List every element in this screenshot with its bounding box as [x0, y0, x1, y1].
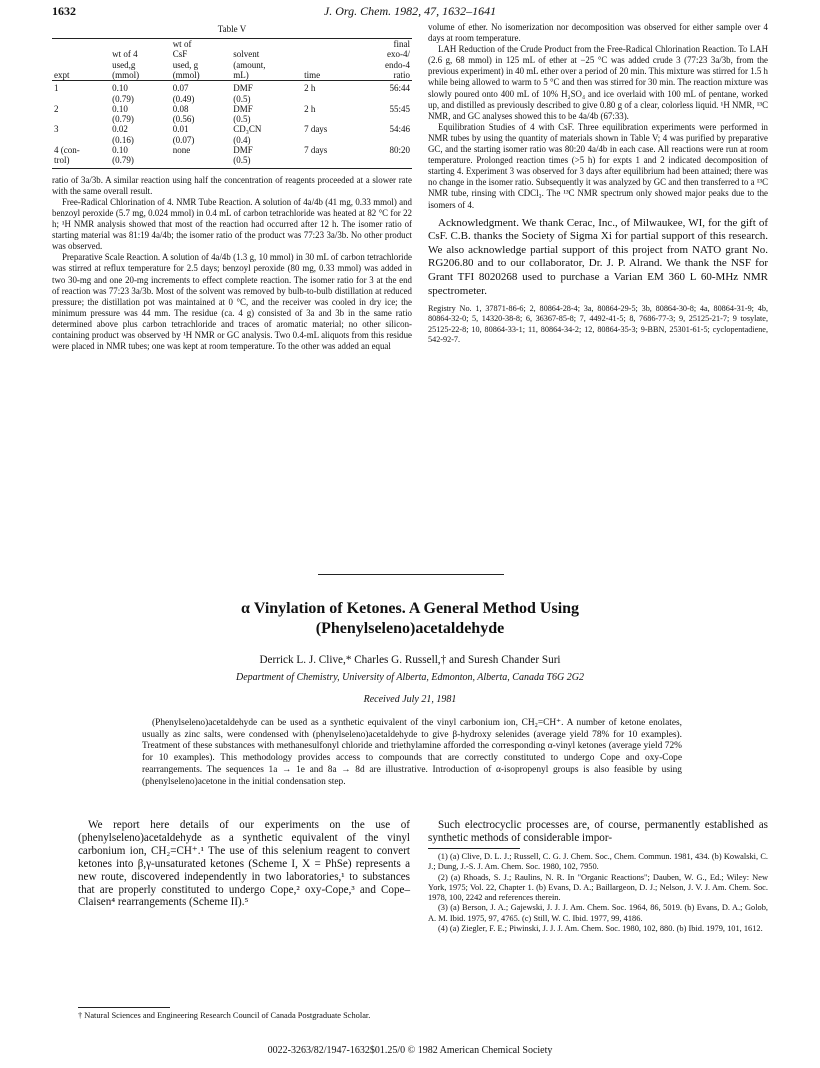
authors: Derrick L. J. Clive,* Charles G. Russell,† and Suresh Chander Suri [259, 654, 561, 666]
cell-ratio: 80:20 [355, 145, 412, 168]
cell-csf [171, 124, 232, 145]
cell-csf [171, 145, 232, 168]
cell-line: (amount, [233, 59, 266, 70]
table-row [52, 124, 412, 145]
registry-numbers: Registry No. 1, 37871-86-6; 2, 80864-28-4; 3a, 80864-29-5; 3b, 80864-30-8; 4a, 80864-31-9; 4b, 80864-32-0; 5, 14320-38-8; 6, 36367-85-8; 7, 4492-41-5; 8, 7686-77-3; 9, 25125-21-7; 9 tosylate, 25125-22-8; 10, 80864-33-1; 11, 80864-34-2; 12, 80864-35-3; 9-BBN, 25301-61-5; cyclopentadiene, 542-92-7. [428, 304, 768, 344]
cell-line: (0.79) [112, 155, 134, 166]
column-header [110, 39, 171, 81]
body-continuation: Such electrocyclic processes are, of course, permanently established as synthetic methods of considerable impor- [428, 819, 768, 844]
cell-line: (0.79) [112, 93, 134, 104]
cell-line: solvent [233, 49, 260, 60]
table-v [52, 38, 412, 169]
cell-line: DMF [233, 83, 253, 94]
cell-line: (0.49) [172, 93, 195, 104]
column-header [302, 39, 355, 81]
title-line-2: (Phenylseleno)acetaldehyde [315, 619, 505, 637]
paragraph: volume of ether. No isomerization nor decomposition was observed for either sample over 4 days at room temperature. [428, 22, 768, 44]
cell-line: 0.10 [112, 103, 128, 114]
cell-line: expt [54, 69, 70, 80]
cell-line: endo-4 [385, 59, 410, 70]
cell-time: 7 days [304, 124, 328, 135]
paragraph: Free-Radical Chlorination of 4. NMR Tube Reaction. A solution of 4a/4b (41 mg, 0.33 mmol) and benzoyl peroxide (5.7 mg, 0.024 mmol) in 0.4 mL of carbon tetrachloride was heated at 82 °C for 22 h; ¹H NMR analysis showed that most of the reaction had occurred after 12 h. The isomer ratio of starting material was 81:19 4a/4b; the isomer ratio of the product was 77:23 3a/3b. No other product was observed. [52, 196, 412, 252]
cell-wt4 [110, 81, 171, 104]
cell-line: (mmol) [112, 69, 140, 80]
cell-line: exo-4/ [387, 49, 410, 60]
left-column-top [52, 22, 412, 352]
author-footnote: † Natural Sciences and Engineering Research Council of Canada Postgraduate Scholar. [78, 1011, 371, 1020]
cell-wt4 [110, 124, 171, 145]
cell-line: CsF [172, 49, 188, 60]
paragraph: Equilibration Studies of 4 with CsF. Three equilibration experiments were performed in NMR tubes by using the quantity of materials shown in Table V; 4 was purified by preparative GC, and the starting isomer ratio was 80:20 4a/4b in each case. All reactions were run at room temperature. Prolonged reaction times (>5 h) for expts 1 and 2 indicated decomposition of starting 4. Experiment 3 was observed for 3 days after equilibrium had been attained; there was no change in the isomer ratio. Subsequently it was analyzed by GC and then transferred to a ¹³C NMR tube, rinsing with CDCl₃. The ¹³C NMR spectrum only showed major peaks due to the isomers of 4. [428, 121, 769, 210]
cell-csf [171, 104, 232, 125]
cell-line: mL) [233, 69, 249, 80]
reference-item: (3) (a) Berson, J. A.; Gajewski, J. J. J. Am. Chem. Soc. 1964, 86, 5019. (b) Evans, D. A.; Golob, A. M. Ibid. 1975, 97, 4765. (c) Still, W. C. Ibid. 1977, 99, 4186. [428, 903, 768, 923]
cell-line: (0.56) [172, 114, 195, 125]
title-line-1: α Vinylation of Ketones. A General Method Using [240, 600, 580, 617]
cell-solvent [231, 104, 302, 125]
left-top-paragraphs [52, 175, 412, 353]
cell-solvent [231, 124, 302, 145]
cell-line: 0.07 [172, 83, 189, 94]
cell-time: 2 h [304, 83, 316, 94]
references-rule [428, 848, 520, 849]
cell-ratio: 54:46 [389, 124, 410, 135]
cell-line: 0.08 [172, 103, 189, 114]
cell-line: 0.02 [112, 124, 128, 135]
cell-line: (0.5) [233, 93, 251, 104]
cell-expt [52, 124, 110, 145]
column-header [355, 39, 412, 81]
paragraph: ratio of 3a/3b. A similar reaction using half the concentration of reagents proceeded at a slower rate with the same overall result. [52, 174, 412, 196]
cell-line: 0.10 [112, 83, 128, 94]
cell-line: (0.5) [233, 155, 251, 166]
cell-wt4 [110, 145, 171, 168]
cell-expt [52, 81, 110, 104]
cell-line: 3 [54, 124, 59, 135]
reference-item: (2) (a) Rhoads, S. J.; Raulins, N. R. In "Organic Reactions"; Dauben, W. G., Ed.; Wiley: New York, 1975; Vol. 22, Chapter 1. (b) Evans, D. A.; Baillargeon, D. J.; Nelson, J. V. J. Am. Chem. Soc. 1978, 100, 2242 and references therein. [428, 872, 768, 903]
table-header [52, 39, 412, 81]
table-header-row [52, 39, 412, 81]
left-column-body [78, 819, 410, 909]
cell-expt [52, 104, 110, 125]
affiliation: Department of Chemistry, University of Alberta, Edmonton, Alberta, Canada T6G 2G2 [236, 672, 584, 683]
references [428, 852, 768, 934]
acknowledgment: Acknowledgment. We thank Cerac, Inc., of Milwaukee, WI, for the gift of CsF. C.B. thanks the Society of Sigma Xi for partial support of this research. We also acknowledge partial support of this project from NATO grant No. RG206.80 and to our collaborator, Dr. J. P. Alrand. We thank the NSF for Grant TFI 8020268 used to purchase a Varian EM 360 L 60-MHz NMR spectrometer. [428, 216, 768, 297]
cell-line: (0.4) [233, 134, 251, 145]
right-column-top [428, 22, 768, 345]
cell-csf [171, 81, 232, 104]
cell-line: DMF [233, 103, 253, 114]
cell-line: 4 (con- [54, 145, 80, 156]
cell-line: 0.01 [172, 124, 189, 135]
cell-wt4 [110, 104, 171, 125]
cell-time: 7 days [302, 145, 355, 168]
page-number: 1632 [52, 4, 76, 18]
cell-line: CD₃CN [233, 124, 262, 135]
table-caption: Table V [217, 24, 247, 34]
cell-line: (0.16) [112, 134, 134, 145]
article-title [52, 599, 768, 638]
cell-ratio: 55:45 [389, 103, 410, 114]
paragraph: Preparative Scale Reaction. A solution of 4a/4b (1.3 g, 10 mmol) in 30 mL of carbon tetrachloride was stirred at reflux temperature for 2.5 days; benzoyl peroxide (80 mg, 0.33 mmol) was added in two 30-mg and one 20-mg increments to effect complete reaction. The isomer ratio for 3 at the end of reaction was 77:23 3a/3b. Most of the solvent was removed by bulb-to-bulb distillation at reduced pressure; the distillation pot was maintained at 0 °C, and the receiver was cooled in dry ice; the minimum pressure was 44 mm. The residue (ca. 4 g) consisted of 3a and 3b in the same ratio determined above plus carbon tetrachloride and traces of aromatic material; no other silicon-containing product was observed by ¹H NMR or GC analysis. Two 0.4-mL aliquots from this residue were placed in NMR tubes; one was kept at room temperature. To the other was added an equal [52, 252, 412, 352]
right-column-body [428, 819, 768, 845]
cell-ratio: 56:44 [389, 83, 410, 94]
cell-line: 1 [54, 83, 59, 94]
cell-solvent [231, 145, 302, 168]
cell-line: final [393, 39, 410, 50]
cell-line: 2 [54, 103, 59, 114]
table-body [52, 81, 412, 168]
reference-item: (4) (a) Ziegler, F. E.; Piwinski, J. J. J. Am. Chem. Soc. 1980, 102, 880. (b) Ibid. 1979, 101, 1612. [438, 924, 763, 934]
cell-line: (0.07) [172, 134, 195, 145]
table-row [52, 81, 412, 104]
cell-line: 0.10 [112, 145, 128, 156]
column-header [171, 39, 232, 81]
table-row [52, 104, 412, 125]
journal-citation: J. Org. Chem. 1982, 47, 1632–1641 [323, 4, 497, 18]
cell-line: wt of [172, 39, 192, 50]
column-header [231, 39, 302, 81]
abstract: (Phenylseleno)acetaldehyde can be used as a synthetic equivalent of the vinyl carbonium ion, CH₂=CH⁺. A number of ketone enolates, usually as zinc salts, were condensed with (phenylseleno)acetaldehyde to give β-hydroxy selenides (average yield 78% for 10 examples). Treatment of these substances with methanesulfonyl chloride and triethylamine afforded the corresponding α-vinyl ketones (average yield 72% for 10 examples). This methodology provides access to compounds that are correctly constituted to undergo Cope and oxy-Cope rearrangements. The sequences 1a → 1e and 8a → 8d are illustrative. Introduction of α-isopropenyl groups is also feasible by using (phenylseleno)acetone in the initial condensation step. [142, 718, 682, 787]
cell-line: (mmol) [172, 69, 200, 80]
footnote-rule [78, 1007, 170, 1008]
cell-line: ratio [393, 69, 410, 80]
right-top-paragraphs [428, 22, 768, 211]
cell-line: wt of 4 [112, 49, 138, 60]
cell-line: (0.79) [112, 114, 134, 125]
cell-line: used, g [172, 59, 199, 70]
cell-solvent [231, 81, 302, 104]
cell-line: (0.5) [233, 114, 251, 125]
column-header [52, 39, 110, 81]
cell-line: time [304, 69, 321, 80]
paragraph: LAH Reduction of the Crude Product from the Free-Radical Chlorination Reaction. To LAH (2.6 g, 68 mmol) in 125 mL of ether at −25 °C was added crude 3 (77:23 3a/3b, from the previous experiment) in 40 mL ether over a period of 20 min. This mixture was stirred for 1.5 h while being allowed to warm to 5 °C and then was stirred for 30 min. The reaction mixture was slowly poured onto 400 mL of 10% H₂SO₄ and ice overlaid with 100 mL of pentane, worked up, and distilled as previously described to give 0.80 g of a clear, colorless liquid. ¹H NMR, ¹³C NMR, and GC analyses showed this to be 4a/4b (67:33). [428, 44, 768, 121]
cell-expt [52, 145, 110, 168]
cell-time: 2 h [304, 103, 316, 114]
cell-line: DMF [233, 145, 253, 156]
cell-line: none [172, 145, 191, 156]
received-date: Received July 21, 1981 [363, 694, 457, 705]
reference-item: (1) (a) Clive, D. L. J.; Russell, C. G. J. Chem. Soc., Chem. Commun. 1981, 434. (b) Kowalski, C. J.; Dung, J.-S. J. Am. Chem. Soc. 1980, 102, 7950. [428, 852, 768, 872]
cell-line: used,g [112, 59, 136, 70]
table-row [52, 145, 412, 168]
article-separator [318, 574, 504, 575]
cell-line: trol) [54, 155, 70, 166]
copyright-line: 0022-3263/82/1947-1632$01.25/0 © 1982 American Chemical Society [267, 1045, 553, 1056]
intro-paragraph: We report here details of our experiments on the use of (phenylseleno)acetaldehyde as a synthetic equivalent of the vinyl carbonium ion, CH₂=CH⁺.¹ The use of this selenium reagent to convert ketones into β,γ-unsaturated ketones (Scheme I, X = PhSe) represents a new route, discovered independently in two laboratories,¹ to substances that are properly constituted to undergo Cope,² oxy-Cope,³ and Cope–Claisen⁴ rearrangements (Scheme II).⁵ [78, 819, 410, 909]
running-head [52, 4, 768, 20]
